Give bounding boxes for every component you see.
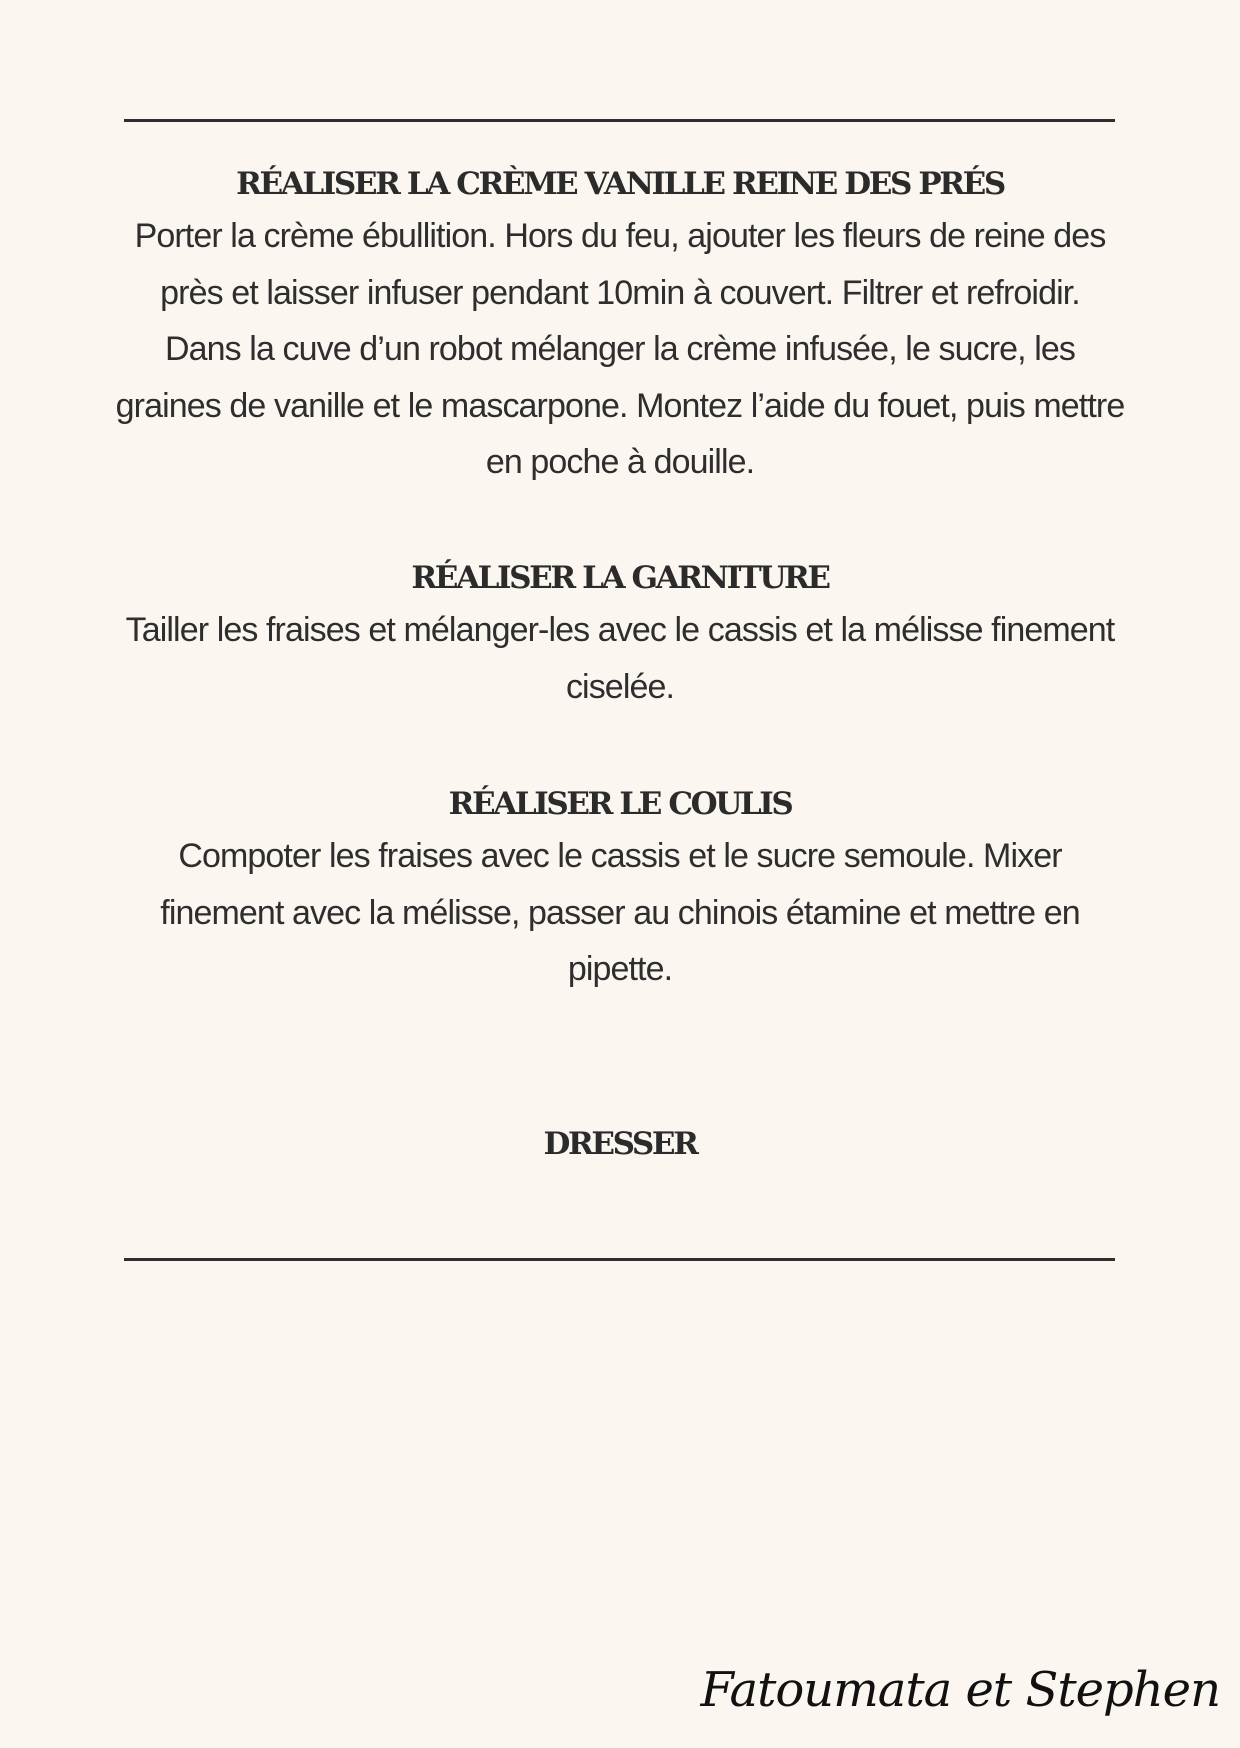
author-signature: Fatoumata et Stephen (700, 1662, 1220, 1718)
section-text (60, 208, 1180, 491)
section-heading: RÉALISER LE COULIS (448, 786, 792, 822)
text-line: Tailler les fraises et mélanger-les avec le cassis et la mélisse finement (125, 611, 1115, 649)
text-line: graines de vanille et le mascarpone. Montez l’aide du fouet, puis mettre (115, 386, 1125, 425)
section-heading: DRESSER (543, 1126, 697, 1162)
section-text (60, 828, 1180, 998)
section-garniture (60, 558, 1180, 715)
text-line: ciselée. (565, 667, 675, 706)
top-divider (124, 119, 1115, 122)
section-heading: RÉALISER LA GARNITURE (411, 560, 829, 596)
text-line: en poche à douille. (485, 443, 755, 481)
text-line: Dans la cuve d’un robot mélanger la crème infusée, le sucre, les (164, 330, 1075, 368)
section-text (60, 602, 1180, 715)
text-line: pipette. (567, 950, 673, 988)
text-line: Compoter les fraises avec le cassis et le sucre semoule. Mixer (178, 837, 1062, 875)
bottom-divider (124, 1258, 1115, 1261)
text-line: près et laisser infuser pendant 10min à couvert. Filtrer et refroidir. (160, 273, 1080, 312)
section-dresser (60, 1124, 1180, 1164)
section-coulis (60, 784, 1180, 998)
section-heading: RÉALISER LA CRÈME VANILLE REINE DES PRÉS (236, 166, 1004, 202)
section-creme-vanille (60, 164, 1180, 491)
text-line: finement avec la mélisse, passer au chinois étamine et mettre en (160, 893, 1080, 932)
text-line: Porter la crème ébullition. Hors du feu, ajouter les fleurs de reine des (134, 217, 1106, 255)
